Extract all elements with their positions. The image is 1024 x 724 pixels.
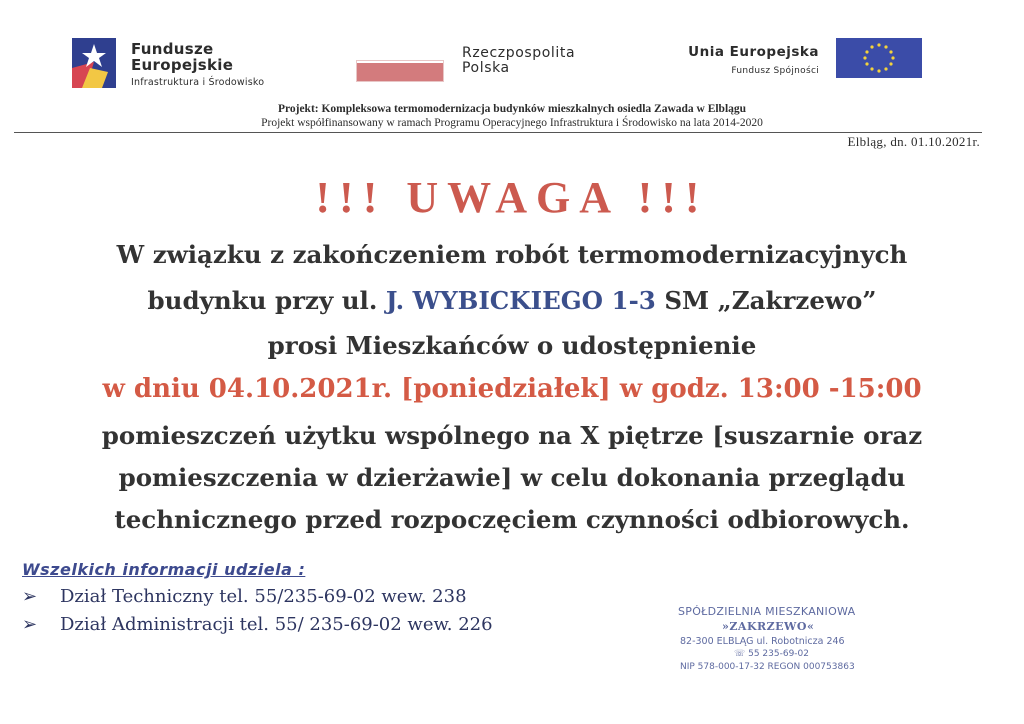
info-item-administration-text: Dział Administracji tel. 55/ 235-69-02 wew. 226 [60, 614, 493, 635]
arrow-bullet-icon: ➢ [22, 614, 38, 635]
street-address: J. WYBICKIEGO 1-3 [385, 286, 656, 315]
notice-line-6: pomieszczenia w dzierżawie] w celu dokonania przeglądu [118, 463, 906, 492]
notice-headline: !!! UWAGA !!! [315, 173, 709, 222]
info-item-administration [22, 614, 493, 635]
pl-line1: Rzeczpospolita [462, 45, 576, 61]
stamp-line-1: SPÓŁDZIELNIA MIESZKANIOWA [678, 605, 856, 618]
pl-line2: Polska [462, 60, 510, 76]
project-title: Projekt: Kompleksowa termomodernizacja budynków mieszkalnych osiedla Zawada w Elblągu [277, 103, 747, 115]
header-divider [14, 132, 982, 133]
eu-flag-icon [836, 38, 922, 78]
info-item-technical [22, 586, 467, 607]
eu-line1: Unia Europejska [688, 44, 819, 60]
fe-line3: Infrastruktura i Środowisko [131, 77, 265, 88]
notice-date-time: w dniu 04.10.2021r. [poniedziałek] w godz. 13:00 -15:00 [102, 374, 922, 404]
notice-line-3: prosi Mieszkańców o udostępnienie [267, 331, 757, 360]
notice-line-1: W związku z zakończeniem robót termomodernizacyjnych [116, 240, 908, 269]
rzeczpospolita-polska-text [462, 46, 575, 76]
stamp-line-5: NIP 578-000-17-32 REGON 000753863 [680, 662, 855, 672]
notice-line-2-start: budynku przy ul. [147, 286, 386, 315]
project-funding: Projekt współfinansowany w ramach Programu Operacyjnego Infrastruktura i Środowisko na lata 2014-2020 [261, 117, 763, 129]
unia-europejska-text [663, 44, 819, 76]
notice-line-5: pomieszczeń użytku wspólnego na X piętrze [suszarnie oraz [101, 421, 923, 450]
notice-line-2 [0, 286, 1024, 315]
fe-line1: Fundusze [131, 40, 214, 58]
info-heading: Wszelkich informacji udziela : [22, 560, 306, 579]
stamp-line-4: ☏ 55 235-69-02 [734, 649, 810, 659]
notice-line-2-end: SM „Zakrzewo” [655, 286, 877, 315]
notice-line-7: technicznego przed rozpoczęciem czynności odbiorowych. [114, 505, 910, 534]
fe-line2: Europejskie [131, 56, 234, 74]
stamp-line-3: 82-300 ELBLĄG ul. Robotnicza 246 [680, 636, 845, 647]
info-item-technical-text: Dział Techniczny tel. 55/235-69-02 wew. 238 [60, 586, 467, 607]
eu-line2: Fundusz Spójności [731, 66, 819, 76]
stamp-line-2: »ZAKRZEWO« [722, 620, 815, 633]
poland-flag-icon [356, 60, 444, 82]
arrow-bullet-icon: ➢ [22, 586, 38, 607]
fundusze-europejskie-text [131, 41, 264, 88]
document-date: Elbląg, dn. 01.10.2021r. [847, 134, 980, 149]
fundusze-europejskie-logo-icon [72, 38, 116, 88]
